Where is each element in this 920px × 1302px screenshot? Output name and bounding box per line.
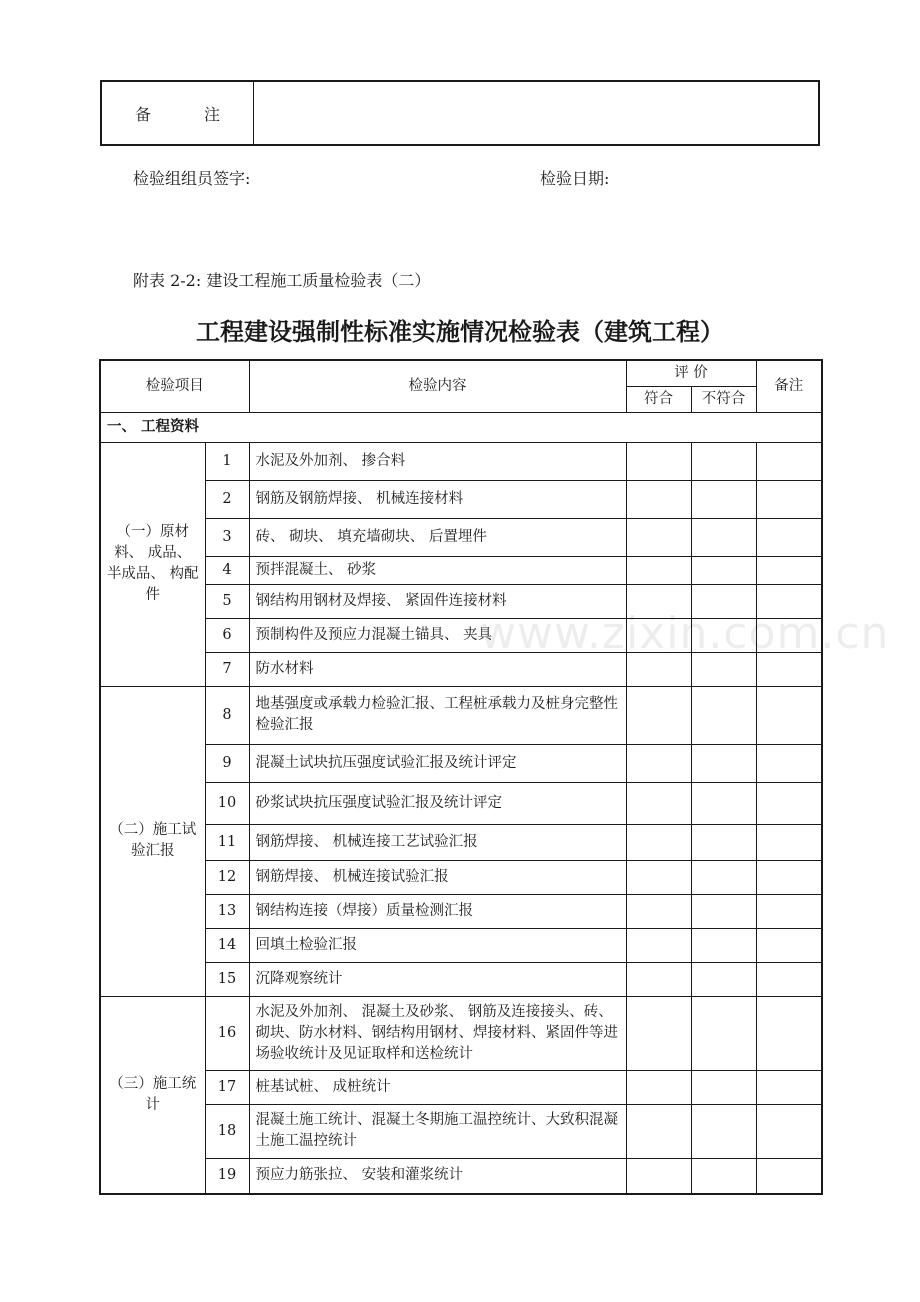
- row-content: 钢结构用钢材及焊接、 紧固件连接材料: [249, 584, 626, 618]
- noncomply-cell[interactable]: [691, 480, 756, 518]
- noncomply-cell[interactable]: [691, 996, 756, 1070]
- row-content: 沉降观察统计: [249, 962, 626, 996]
- row-content: 钢结构连接（焊接）质量检测汇报: [249, 894, 626, 928]
- row-content: 桩基试桩、 成桩统计: [249, 1070, 626, 1104]
- row-number: 18: [205, 1104, 249, 1158]
- table-row: [100, 962, 822, 996]
- row-content: 防水材料: [249, 652, 626, 686]
- row-number: 3: [205, 518, 249, 556]
- comply-cell[interactable]: [626, 652, 691, 686]
- row-number: 10: [205, 782, 249, 824]
- notes-value[interactable]: [254, 82, 818, 144]
- row-number: 2: [205, 480, 249, 518]
- inspection-date-label: 检验日期:: [540, 169, 610, 188]
- row-number: 17: [205, 1070, 249, 1104]
- remarks-cell[interactable]: [756, 962, 822, 996]
- comply-cell[interactable]: [626, 962, 691, 996]
- row-content: 钢筋及钢筋焊接、 机械连接材料: [249, 480, 626, 518]
- row-number: 6: [205, 618, 249, 652]
- remarks-cell[interactable]: [756, 824, 822, 860]
- noncomply-cell[interactable]: [691, 652, 756, 686]
- table-row: [100, 996, 822, 1070]
- table-caption: 附表 2-2: 建设工程施工质量检验表（二）: [133, 271, 431, 290]
- comply-cell[interactable]: [626, 996, 691, 1070]
- noncomply-cell[interactable]: [691, 928, 756, 962]
- row-content: 预制构件及预应力混凝土锚具、 夹具: [249, 618, 626, 652]
- table-row: [100, 1158, 822, 1194]
- section-heading: 一、 工程资料: [100, 412, 822, 442]
- remarks-cell[interactable]: [756, 782, 822, 824]
- row-number: 13: [205, 894, 249, 928]
- remarks-cell[interactable]: [756, 996, 822, 1070]
- comply-cell[interactable]: [626, 686, 691, 744]
- row-content: 混凝土试块抗压强度试验汇报及统计评定: [249, 744, 626, 782]
- table-row: [100, 686, 822, 744]
- comply-cell[interactable]: [626, 1104, 691, 1158]
- remarks-cell[interactable]: [756, 928, 822, 962]
- table-row: [100, 442, 822, 480]
- comply-cell[interactable]: [626, 782, 691, 824]
- table-row: [100, 556, 822, 584]
- row-number: 14: [205, 928, 249, 962]
- table-row: [100, 1104, 822, 1158]
- row-number: 15: [205, 962, 249, 996]
- noncomply-cell[interactable]: [691, 686, 756, 744]
- notes-box: [100, 80, 820, 146]
- table-row: [100, 584, 822, 618]
- watermark: www.zixin.com.cn: [480, 608, 890, 659]
- noncomply-cell[interactable]: [691, 584, 756, 618]
- remarks-cell[interactable]: [756, 556, 822, 584]
- header-content: 检验内容: [249, 360, 626, 412]
- comply-cell[interactable]: [626, 1158, 691, 1194]
- notes-label: 备 注: [102, 82, 254, 144]
- remarks-cell[interactable]: [756, 1158, 822, 1194]
- remarks-cell[interactable]: [756, 1104, 822, 1158]
- header-noncomply: 不符合: [691, 386, 756, 412]
- row-number: 1: [205, 442, 249, 480]
- comply-cell[interactable]: [626, 442, 691, 480]
- row-content: 水泥及外加剂、 掺合料: [249, 442, 626, 480]
- noncomply-cell[interactable]: [691, 860, 756, 894]
- row-content: 钢筋焊接、 机械连接工艺试验汇报: [249, 824, 626, 860]
- table-row: [100, 824, 822, 860]
- comply-cell[interactable]: [626, 894, 691, 928]
- row-number: 7: [205, 652, 249, 686]
- noncomply-cell[interactable]: [691, 962, 756, 996]
- row-content: 水泥及外加剂、 混凝土及砂浆、 钢筋及连接接头、砖、砌块、防水材料、钢结构用钢材、焊接材料、紧固件等进场验收统计及见证取样和送检统计: [249, 996, 626, 1070]
- noncomply-cell[interactable]: [691, 782, 756, 824]
- header-remarks: 备注: [756, 360, 822, 412]
- table-row: [100, 652, 822, 686]
- comply-cell[interactable]: [626, 824, 691, 860]
- group-name: （一）原材料、 成品、 半成品、 构配件: [100, 442, 205, 686]
- noncomply-cell[interactable]: [691, 1070, 756, 1104]
- comply-cell[interactable]: [626, 860, 691, 894]
- comply-cell[interactable]: [626, 1070, 691, 1104]
- row-number: 12: [205, 860, 249, 894]
- noncomply-cell[interactable]: [691, 824, 756, 860]
- noncomply-cell[interactable]: [691, 442, 756, 480]
- row-number: 5: [205, 584, 249, 618]
- inspection-table: [99, 359, 823, 1195]
- table-row: [100, 782, 822, 824]
- remarks-cell[interactable]: [756, 618, 822, 652]
- comply-cell[interactable]: [626, 518, 691, 556]
- remarks-cell[interactable]: [756, 584, 822, 618]
- noncomply-cell[interactable]: [691, 744, 756, 782]
- page-title: 工程建设强制性标准实施情况检验表（建筑工程）: [196, 318, 724, 346]
- remarks-cell[interactable]: [756, 860, 822, 894]
- table-row: [100, 928, 822, 962]
- comply-cell[interactable]: [626, 584, 691, 618]
- comply-cell[interactable]: [626, 556, 691, 584]
- row-content: 预拌混凝土、 砂浆: [249, 556, 626, 584]
- row-number: 11: [205, 824, 249, 860]
- comply-cell[interactable]: [626, 744, 691, 782]
- row-number: 9: [205, 744, 249, 782]
- row-content: 预应力筋张拉、 安装和灌浆统计: [249, 1158, 626, 1194]
- remarks-cell[interactable]: [756, 652, 822, 686]
- comply-cell[interactable]: [626, 618, 691, 652]
- row-number: 19: [205, 1158, 249, 1194]
- comply-cell[interactable]: [626, 480, 691, 518]
- table-row: [100, 894, 822, 928]
- row-number: 16: [205, 996, 249, 1070]
- row-content: 回填土检验汇报: [249, 928, 626, 962]
- table-row: [100, 744, 822, 782]
- noncomply-cell[interactable]: [691, 894, 756, 928]
- table-row: [100, 860, 822, 894]
- remarks-cell[interactable]: [756, 744, 822, 782]
- table-row: [100, 618, 822, 652]
- row-number: 4: [205, 556, 249, 584]
- noncomply-cell[interactable]: [691, 1158, 756, 1194]
- noncomply-cell[interactable]: [691, 518, 756, 556]
- row-content: 钢筋焊接、 机械连接试验汇报: [249, 860, 626, 894]
- remarks-cell[interactable]: [756, 894, 822, 928]
- remarks-cell[interactable]: [756, 518, 822, 556]
- table-row: [100, 1070, 822, 1104]
- group-name: （三）施工统计: [100, 996, 205, 1194]
- noncomply-cell[interactable]: [691, 618, 756, 652]
- remarks-cell[interactable]: [756, 442, 822, 480]
- remarks-cell[interactable]: [756, 1070, 822, 1104]
- inspector-signature-label: 检验组组员签字:: [133, 169, 251, 188]
- table-row: [100, 480, 822, 518]
- header-item: 检验项目: [100, 360, 249, 412]
- group-name: （二）施工试验汇报: [100, 686, 205, 996]
- comply-cell[interactable]: [626, 928, 691, 962]
- remarks-cell[interactable]: [756, 686, 822, 744]
- row-content: 砖、 砌块、 填充墙砌块、 后置埋件: [249, 518, 626, 556]
- header-comply: 符合: [626, 386, 691, 412]
- row-content: 地基强度或承载力检验汇报、工程桩承载力及桩身完整性检验汇报: [249, 686, 626, 744]
- header-evaluation: 评 价: [626, 360, 756, 386]
- row-content: 混凝土施工统计、混凝土冬期施工温控统计、大致积混凝土施工温控统计: [249, 1104, 626, 1158]
- noncomply-cell[interactable]: [691, 1104, 756, 1158]
- noncomply-cell[interactable]: [691, 556, 756, 584]
- row-content: 砂浆试块抗压强度试验汇报及统计评定: [249, 782, 626, 824]
- table-row: [100, 518, 822, 556]
- row-number: 8: [205, 686, 249, 744]
- remarks-cell[interactable]: [756, 480, 822, 518]
